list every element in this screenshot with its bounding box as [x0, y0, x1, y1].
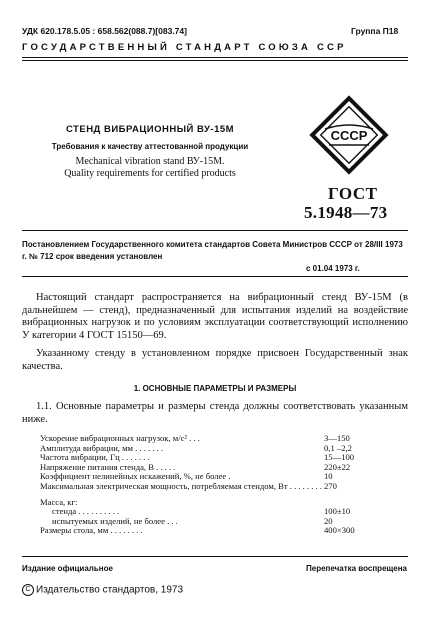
param-value: 400×300	[324, 525, 355, 536]
param-label: Частота вибрации, Гц . . . . . . .	[40, 452, 150, 463]
param-label: Коэффициент нелинейных искажений, %, не более .	[40, 471, 231, 482]
document-title: СТЕНД ВИБРАЦИОННЫЙ ВУ-15М	[65, 124, 235, 135]
scope-paragraph: Настоящий стандарт распространяется на вибрационный стенд ВУ-15М (в дальнейшем — стенд), предназначенный для испытания изделий на воздействие вибрационных нагрузок и по условиям эксплуатации соответствующий исполнению У категории 4 ГОСТ 15150—69.	[22, 292, 408, 341]
header-rule-thin	[22, 60, 408, 61]
param-label: Размеры стола, мм . . . . . . . .	[40, 525, 143, 536]
copyright-icon: С	[22, 584, 34, 596]
publisher-line	[22, 584, 183, 596]
param-label: Напряжение питания стенда, В . . . . .	[40, 461, 176, 472]
clause-1-1: 1.1. Основные параметры и размеры стенда должны соответствовать указанным ниже.	[22, 401, 408, 425]
table-row	[40, 526, 420, 536]
footer-rule	[22, 556, 408, 557]
param-value: 0,1 –2,2	[324, 442, 352, 453]
effective-date: с 01.04 1973 г.	[306, 264, 360, 273]
param-value: 220±22	[324, 461, 351, 472]
parameters-table	[40, 434, 420, 536]
decree-top-rule	[22, 230, 408, 231]
param-label: испытуемых изделий, не более . . .	[52, 515, 178, 526]
param-label: Амплитуда вибрации, мм . . . . . . .	[40, 442, 164, 453]
english-title-line2: Quality requirements for certified products	[64, 168, 236, 179]
udk-code: УДК 620.178.5.05 : 658.562(088.7)[083.74]	[22, 26, 187, 36]
state-standard-banner: ГОСУДАРСТВЕННЫЙ СТАНДАРТ СОЮЗА ССР	[22, 42, 347, 53]
param-label: Максимальная электрическая мощность, потребляемая стендом, Вт . . . . . . . .	[40, 480, 322, 491]
emblem-text: СССР	[330, 128, 368, 143]
quality-mark-paragraph: Указанному стенду в установленном порядке присвоен Государственный знак качества.	[22, 348, 408, 372]
param-value: 15—100	[324, 452, 355, 463]
gost-label: ГОСТ	[328, 184, 378, 203]
decree-bottom-rule	[22, 276, 408, 277]
document-subtitle: Требования к качеству аттестованной продукции	[51, 142, 249, 151]
group-code: Группа П18	[351, 26, 399, 36]
english-title-line1: Mechanical vibration stand ВУ-15М.	[75, 156, 225, 167]
quality-mark-emblem-icon	[306, 92, 392, 178]
reprint-prohibited-label: Перепечатка воспрещена	[306, 564, 407, 573]
table-row	[40, 482, 420, 498]
param-label: стенда . . . . . . . . . .	[52, 506, 120, 517]
decree-text: Постановлением Государственного комитета стандартов Совета Министров СССР от 28/III 1973 г. № 712 срок введения установлен	[22, 240, 403, 261]
header-rule	[22, 57, 408, 58]
param-label: Ускорение вибрационных нагрузок, м/с² . . .	[40, 433, 200, 443]
param-value: 100±10	[324, 506, 351, 517]
param-label: Масса, кг:	[40, 496, 78, 507]
param-value: 3—150	[324, 433, 350, 443]
param-value: 10	[324, 471, 333, 482]
publisher-name: Издательство стандартов, 1973	[36, 584, 184, 596]
section-heading: 1. ОСНОВНЫЕ ПАРАМЕТРЫ И РАЗМЕРЫ	[133, 384, 297, 393]
gost-number: 5.1948—73	[304, 203, 388, 222]
official-edition-label: Издание официальное	[22, 564, 113, 573]
param-value: 20	[324, 515, 333, 526]
param-value: 270	[324, 480, 337, 491]
